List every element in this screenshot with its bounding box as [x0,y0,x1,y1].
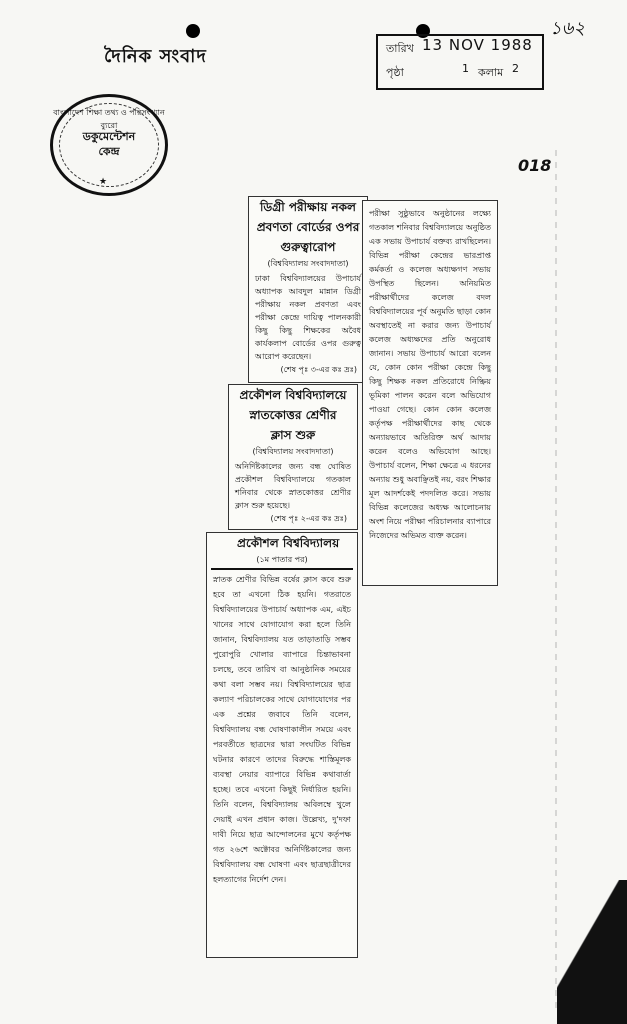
clipping-heading: প্রকৌশল বিশ্ববিদ্যালয় [237,536,340,550]
clipping-body: পরীক্ষা সুষ্ঠুভাবে অনুষ্ঠানের লক্ষ্যে গতকাল শনিবার বিশ্ববিদ্যালয়ে অনুষ্ঠিত এক সভায় উপাচার্য বক্তব্য রাখছিলেন। বিভিন্ন পরীক্ষা কেন্দ্রের ভারপ্রাপ্ত কর্মকর্তা ও কলেজ অধ্যক্ষগণ সভায় উপস্থিত ছিলেন। অনিয়মিত পরীক্ষার্থীদের কলেজ বদল বিশ্ববিদ্যালয়ের পূর্ব অনুমতি ছাড়া কোন অবস্থাতেই না করার জন্য উপাচার্য কলেজ অধ্যক্ষদের প্রতি অনুরোধ জানান। সভায় উপাচার্য আরো বলেন যে, কোন কোন পরীক্ষা কেন্দ্রে কিছু কিছু শিক্ষক নকল প্রতিরোধে নিষ্ক্রিয় ভূমিকা পালন করেন বলে অভিযোগ পাওয়া গেছে। কোন কোন কলেজ কর্তৃপক্ষ পরীক্ষার্থীদের কাছ থেকে অন্যায়ভাবে অতিরিক্ত অর্থ আদায় করেন বলেও অভিযোগ আছে। উপাচার্য বলেন, শিক্ষা ক্ষেত্রে এ ধরনের অন্যায় শুধু অবাঞ্ছিতই নয়, বরং শিক্ষার মূল আদর্শকেই পদদলিত করে। সভায় বিভিন্ন কলেজের অধ্যক্ষ আলোচনায় অংশ নিয়ে পরীক্ষা পরিচালনার ব্যাপারে নিজেদের অভিমত ব্যক্ত করেন। [369,209,491,540]
continuation-note: (শেষ পৃঃ ৩-এর কঃ দ্রঃ) [280,365,357,374]
date-value: 13 NOV 1988 [422,36,533,54]
seal-top-text: বাংলাদেশ শিক্ষা তথ্য ও পরিসংখ্যান ব্যুরো [53,108,165,130]
clipping-body: স্নাতক শ্রেণীর বিভিন্ন বর্ষের ক্লাস কবে শুরু হবে তা এখনো ঠিক হয়নি। গতরাতে বিশ্ববিদ্যালয়ের উপাচার্য অধ্যাপক এম, এইচ খানের সাথে যোগাযোগ করা হলে তিনি জানান, বিশ্ববিদ্যালয় যত তাড়াতাড়ি সম্ভব পুরোপুরি খোলার ব্যাপারে চিন্তাভাবনা চলছে, তবে তারিখ বা আনুষ্ঠানিক সময়ের কথা বলা সম্ভব নয়। বিশ্ববিদ্যালয়ের ছাত্র কল্যাণ পরিচালকের সাথে যোগাযোগের পর এক প্রশ্নের জবাবে তিনি বলেন, বিশ্ববিদ্যালয় বন্ধ ঘোষণাকালীন সময়ে এবং পরবর্তীতে ছাত্রদের দ্বারা সংঘটিত বিভিন্ন ঘটনার কারণে তাদের বিরুদ্ধে শাস্তিমূলক ব্যবস্থা নেয়ার ব্যাপারে বিভিন্ন কথাবার্তা হচ্ছে। তবে এখনো কিছুই নির্ধারিত হয়নি। তিনি বলেন, বিশ্ববিদ্যালয় অবিলম্বে খুলে দেয়াই এখন প্রধান কাজ। উল্লেখ্য, দু'দফা দাবী নিয়ে ছাত্র আন্দোলনের মুখে কর্তৃপক্ষ গত ২৬শে অক্টোবর অনির্দিষ্টকালের জন্য বিশ্ববিদ্যালয় বন্ধ ঘোষণা এবং ছাত্রছাত্রীদের হলত্যাগের নির্দেশ দেন। [213,575,351,884]
page-label: পৃষ্ঠা [386,66,404,79]
page-value: 1 [462,62,469,75]
clipping-heading-line: স্নাতকোত্তর শ্রেণীর [249,408,337,422]
documentation-seal [50,94,168,196]
clipping-body: অনির্দিষ্টকালের জন্য বন্ধ ঘোষিত প্রকৌশল বিশ্ববিদ্যালয়ে গতকাল শনিবার থেকে স্নাতকোত্তর শ্রেণীর ক্লাস শুরু হয়েছে। [235,462,351,510]
divider [211,568,353,570]
clipping-heading-line: ডিগ্রী পরীক্ষায় নকল [260,200,356,214]
newspaper-masthead: দৈনিক সংবাদ [104,46,207,67]
scan-edge-shadow [557,880,627,1024]
column-value: 2 [512,62,519,75]
clipping-heading [249,197,367,257]
page-number: 018 [518,156,552,175]
clipping-body: ঢাকা বিশ্ববিদ্যালয়ের উপাচার্য অধ্যাপক আবদুল মান্নান ডিগ্রী পরীক্ষায় নকল প্রবণতা এবং পরীক্ষা কেন্দ্রে দায়িত্ব পালনকারী কিছু কিছু শিক্ষকের অবৈধ কার্যকলাপ বোর্ডের ওপর গুরুত্ব আরোপ করেছেন। [255,274,361,361]
news-clipping-exam-cheating [248,196,368,383]
clipping-heading-line: প্রবণতা বোর্ডের ওপর [256,220,360,234]
news-clipping-engineering-university [228,384,358,530]
clipping-heading-line: গুরুত্বারোপ [280,240,336,254]
date-label: তারিখ [386,42,414,55]
clipping-subhead: (১ম পাতার পর) [256,555,308,564]
clipping-heading-line: প্রকৌশল বিশ্ববিদ্যালয়ে [239,388,347,402]
handwritten-number: ১৬২ [550,18,586,39]
clipping-heading [229,385,357,445]
clipping-byline: (বিশ্ববিদ্যালয় সংবাদদাতা) [267,259,349,268]
punch-hole [186,24,200,38]
news-clipping-exam-meeting [362,200,498,586]
news-clipping-continuation [206,532,358,958]
date-stamp-box [376,34,544,90]
continuation-note: (শেষ পৃঃ ২-এর কঃ দ্রঃ) [270,514,347,523]
seal-center-line-2: কেন্দ্র [98,145,120,158]
clipping-heading-line: ক্লাস শুরু [270,428,316,442]
seal-center-line-1: ডকুমেন্টেশন [82,130,136,143]
clipping-byline: (বিশ্ববিদ্যালয় সংবাদদাতা) [252,447,334,456]
column-label: কলাম [478,66,504,79]
seal-center-text [53,129,165,159]
star-icon: ★ [99,177,108,187]
